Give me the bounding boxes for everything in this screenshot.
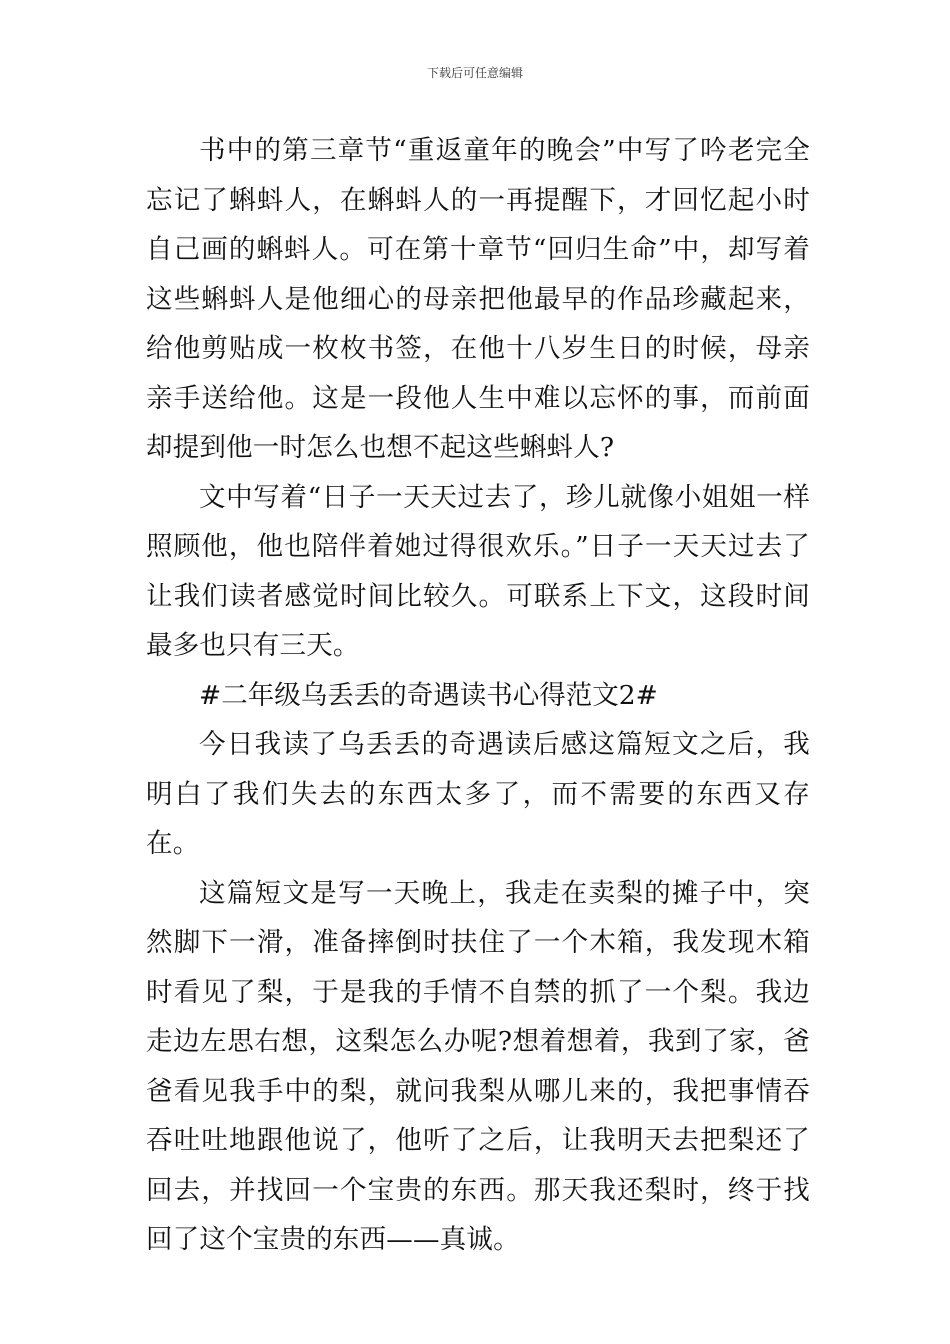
paragraph-1: 书中的第三章节“重返童年的晚会”中写了吟老完全忘记了蝌蚪人，在蝌蚪人的一再提醒下，才回忆起小时自己画的蝌蚪人。可在第十章节“回归生命”中，却写着这些蝌蚪人是他细心的母亲把他最早的作品珍藏起来，给他剪贴成一枚枚书签，在他十八岁生日的时候，母亲亲手送给他。这是一段他人生中难以忘怀的事，而前面却提到他一时怎么也想不起这些蝌蚪人? — [146, 135, 810, 463]
paragraph-2: 文中写着“日子一天天过去了，珍儿就像小姐姐一样照顾他，他也陪伴着她过得很欢乐。”日子一天天过去了让我们读者感觉时间比较久。可联系上下文，这段时间最多也只有三天。 — [146, 481, 810, 661]
paragraph-3: 今日我读了乌丢丢的奇遇读后感这篇短文之后，我明白了我们失去的东西太多了，而不需要的东西又存在。 — [146, 729, 810, 859]
page-header: 下载后可任意编辑 — [426, 66, 523, 80]
section-heading: #二年级乌丢丢的奇遇读书心得范文2# — [199, 679, 658, 711]
document-body — [146, 126, 810, 1265]
paragraph-4: 这篇短文是写一天晚上，我走在卖梨的摊子中，突然脚下一滑，准备摔倒时扶住了一个木箱，我发现木箱时看见了梨，于是我的手情不自禁的抓了一个梨。我边走边左思右想，这梨怎么办呢?想着想着，我到了家，爸爸看见我手中的梨，就问我梨从哪儿来的，我把事情吞吞吐吐地跟他说了，他听了之后，让我明天去把梨还了回去，并找回一个宝贵的东西。那天我还梨时，终于找回了这个宝贵的东西——真诚。 — [146, 877, 810, 1255]
